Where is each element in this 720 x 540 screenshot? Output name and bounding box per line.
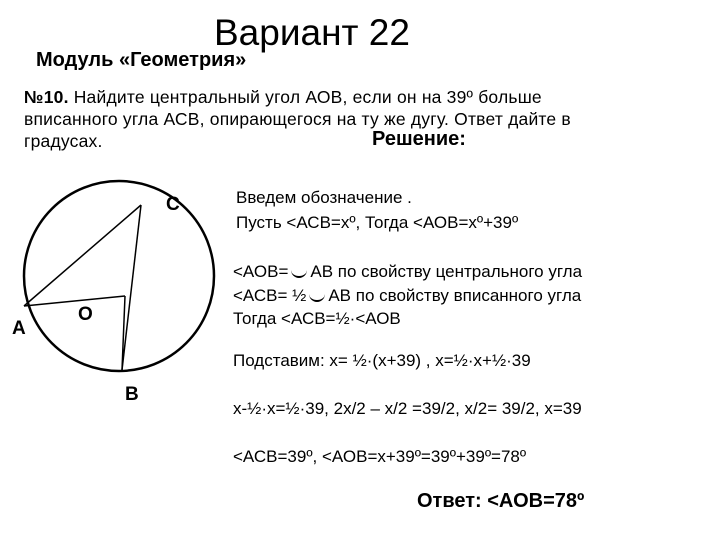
- chord-cb: [122, 205, 141, 370]
- then-line: Тогда <АСВ=½·<АОВ: [233, 309, 401, 328]
- problem-line-1: Найдите центральный угол АОВ, если он на 39º больше: [68, 87, 542, 107]
- inscribed-angle-prefix: <АСВ= ½: [233, 286, 307, 305]
- label-b: B: [125, 384, 139, 405]
- arc-symbol: [309, 294, 325, 302]
- central-angle-line: [233, 262, 582, 282]
- substitute-line: Подставим: х= ½·(х+39) , х=½·х+½·39: [233, 351, 531, 370]
- problem-number: №10.: [24, 87, 69, 107]
- result-line: <АСВ=39º, <АОВ=х+39º=39º+39º=78º: [233, 447, 527, 466]
- solution-intro-1: Введем обозначение .: [236, 188, 412, 207]
- label-o: O: [78, 304, 93, 325]
- arc-symbol: [291, 270, 307, 278]
- label-c: C: [166, 194, 180, 215]
- problem-statement: [24, 86, 694, 152]
- problem-line-2: вписанного угла АСВ, опирающегося на ту же дугу. Ответ дайте в: [24, 109, 571, 129]
- central-angle-prefix: <АОВ=: [233, 262, 289, 281]
- solution-intro-2: Пусть <АСВ=хº, Тогда <АОВ=хº+39º: [236, 213, 519, 232]
- problem-line-3: градусах.: [24, 131, 103, 151]
- solution-heading: Решение:: [372, 128, 466, 150]
- central-angle-text: АВ по свойству центрального угла: [310, 262, 583, 281]
- answer: Ответ: <АОВ=78º: [417, 490, 585, 512]
- steps-line: х-½·х=½·39, 2х/2 – х/2 =39/2, х/2= 39/2, х=39: [233, 399, 582, 418]
- page-title: Вариант 22: [214, 12, 410, 53]
- circle: [24, 181, 214, 371]
- module-heading: Модуль «Геометрия»: [36, 49, 247, 71]
- inscribed-angle-line: [233, 286, 581, 306]
- radius-oa: [24, 296, 125, 306]
- inscribed-angle-text: АВ по свойству вписанного угла: [328, 286, 582, 305]
- geometry-figure: [0, 180, 230, 410]
- label-a: A: [12, 318, 26, 339]
